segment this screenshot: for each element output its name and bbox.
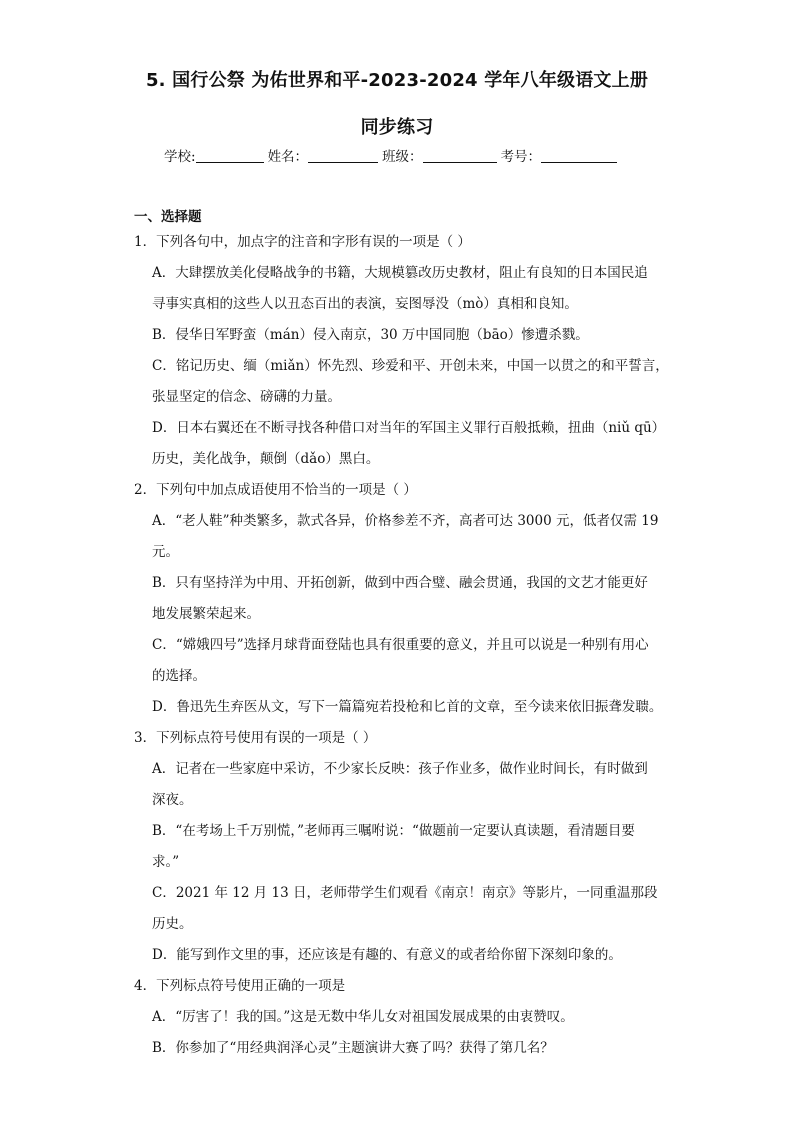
option-line: 元。 <box>152 544 179 560</box>
question-stem: 2．下列句中加点成语使用不恰当的一项是（ ） <box>134 482 417 498</box>
name-blank[interactable] <box>308 148 378 163</box>
option-line: 地发展繁荣起来。 <box>152 606 260 622</box>
option-line: 历史，美化战争，颠倒（dǎo）黑白。 <box>152 451 380 467</box>
option-line: B．你参加了“用经典润泽心灵”主题演讲大赛了吗？获得了第几名？ <box>152 1040 554 1056</box>
option-line: 张显坚定的信念、磅礴的力量。 <box>152 389 341 405</box>
option-line: C．2021 年 12 月 13 日，老师带学生们观看《南京！南京》等影片，一同重温那段 <box>152 885 658 901</box>
option-line: 的选择。 <box>152 668 206 684</box>
option-line: 深夜。 <box>152 792 193 808</box>
option-line: B．侵华日军野蛮（mán）侵入南京，30 万中国同胞（bāo）惨遭杀戮。 <box>152 327 589 343</box>
question-stem: 4．下列标点符号使用正确的一项是 <box>134 978 346 994</box>
option-line: A．记者在一些家庭中采访，不少家长反映：孩子作业多，做作业时间长，有时做到 <box>152 761 648 777</box>
student-info-row <box>164 145 621 165</box>
question-stem: 3．下列标点符号使用有误的一项是（ ） <box>134 730 377 746</box>
school-blank[interactable] <box>196 148 264 163</box>
option-line: A．“老人鞋”种类繁多，款式各异，价格参差不齐，高者可达 3000 元，低者仅需 19 <box>152 513 659 529</box>
option-line: B．只有坚持洋为中用、开拓创新，做到中西合璧、融会贯通，我国的文艺才能更好 <box>152 575 648 591</box>
exam-number-blank[interactable] <box>541 148 617 163</box>
option-line: C．“嫦娥四号”选择月球背面登陆也具有很重要的意义，并且可以说是一种别有用心 <box>152 637 649 653</box>
option-line: D．鲁迅先生弃医从文，写下一篇篇宛若投枪和匕首的文章，至今读来依旧振聋发聩。 <box>152 699 663 715</box>
option-line: D．能写到作文里的事，还应该是有趣的、有意义的或者给你留下深刻印象的。 <box>152 947 622 963</box>
option-line: 求。” <box>152 854 180 870</box>
option-line: A．“厉害了！我的国。”这是无数中华儿女对祖国发展成果的由衷赞叹。 <box>152 1009 574 1025</box>
name-label: 姓名： <box>267 149 309 165</box>
class-blank[interactable] <box>423 148 497 163</box>
option-line: 寻事实真相的这些人以丑态百出的表演，妄图辱没（mò）真相和良知。 <box>152 296 578 312</box>
question-stem: 1．下列各句中，加点字的注音和字形有误的一项是（ ） <box>134 234 471 250</box>
exam-number-label: 考号： <box>500 149 542 165</box>
option-line: 历史。 <box>152 916 193 932</box>
document-subtitle: 同步练习 <box>360 117 434 138</box>
class-label: 班级： <box>382 149 423 165</box>
option-line: D．日本右翼还在不断寻找各种借口对当年的军国主义罪行百般抵赖，扭曲（niǔ qū） <box>152 420 666 436</box>
section-heading: 一、选择题 <box>134 209 202 225</box>
school-label: 学校: <box>164 149 196 165</box>
option-line: B．“在考场上千万别慌，”老师再三嘱咐说：“做题前一定要认真读题，看清题目要 <box>152 823 635 839</box>
option-line: C．铭记历史、缅（miǎn）怀先烈、珍爱和平、开创未来，中国一以贯之的和平誓言， <box>152 358 669 374</box>
document-title: 5. 国行公祭 为佑世界和平-2023-2024 学年八年级语文上册 <box>145 70 649 91</box>
option-line: A．大肆摆放美化侵略战争的书籍，大规模篡改历史教材，阻止有良知的日本国民追 <box>152 265 648 281</box>
